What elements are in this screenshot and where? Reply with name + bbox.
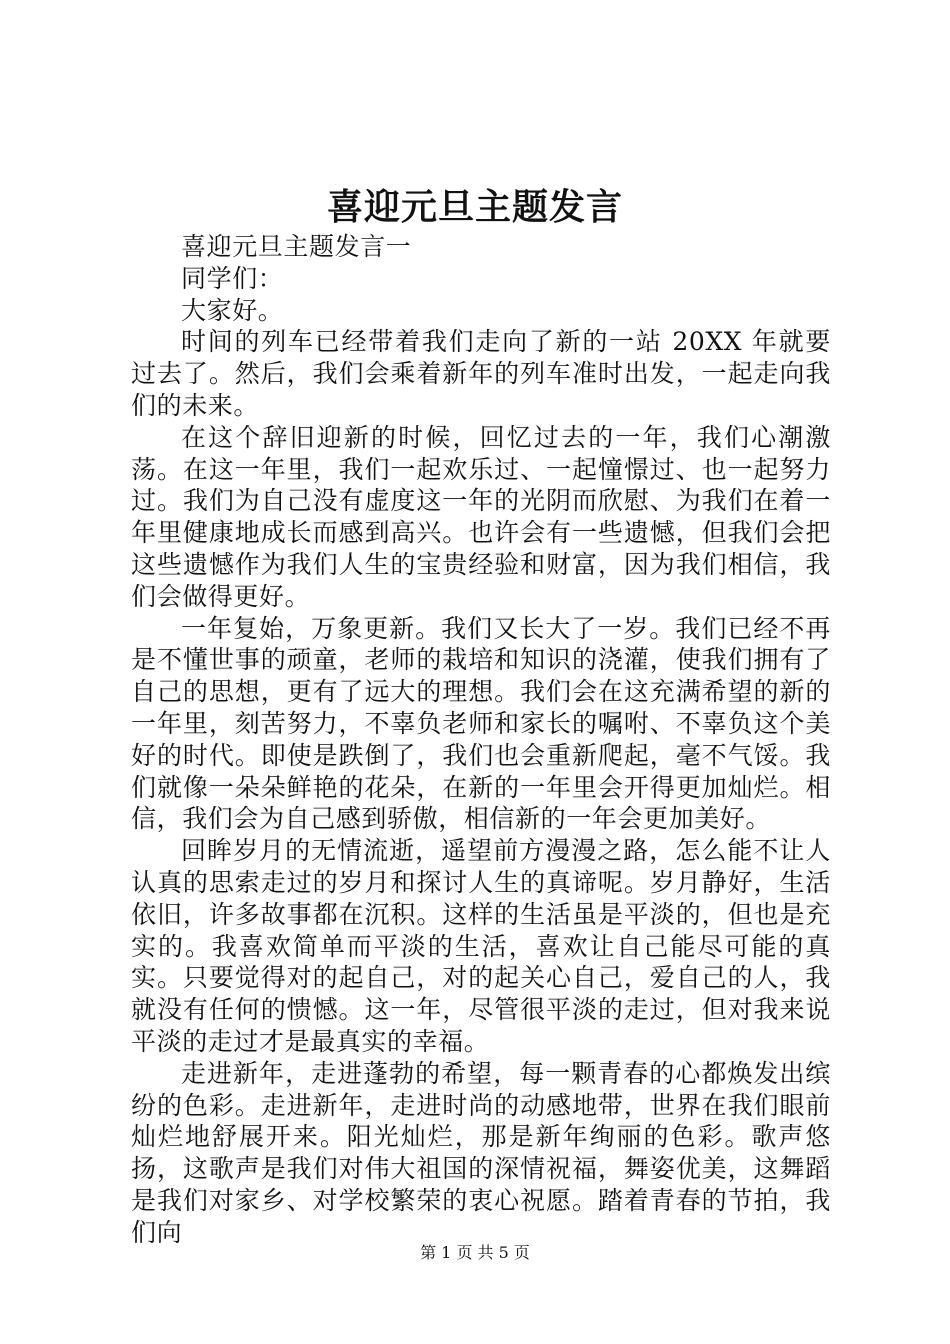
document-body [131,231,831,1249]
salutation: 同学们： [181,263,284,293]
page-footer: 第 1 页 共 5 页 [420,1243,530,1262]
paragraph: 在这个辞旧迎新的时候，回忆过去的一年，我们心潮激荡。在这一年里，我们一起欢乐过、一起憧憬过、也一起努力过。我们为自己没有虚度这一年的光阴而欣慰、为我们在着一年里健康地成长而感到高兴。也许会有一些遗憾，但我们会把这些遗憾作为我们人生的宝贵经验和财富，因为我们相信，我们会做得更好。 [131,422,831,611]
paragraph: 回眸岁月的无情流逝，遥望前方漫漫之路，怎么能不让人认真的思索走过的岁月和探讨人生的真谛呢。岁月静好，生活依旧，许多故事都在沉积。这样的生活虽是平淡的，但也是充实的。我喜欢简单而平淡的生活，喜欢让自己能尽可能的真实。只要觉得对的起自己，对的起关心自己，爱自己的人，我就没有任何的愦憾。这一年，尽管很平淡的走过，但对我来说平淡的走过才是最真实的幸福。 [131,836,831,1056]
section-heading: 喜迎元旦主题发言一 [181,232,412,261]
paragraph: 时间的列车已经带着我们走向了新的一站 20XX 年就要过去了。然后，我们会乘着新年的列车准时出发，一起走向我们的未来。 [131,327,831,420]
document-title: 喜迎元旦主题发言 [326,186,623,228]
paragraph: 一年复始，万象更新。我们又长大了一岁。我们已经不再是不懂世事的顽童，老师的栽培和知识的浇灌，使我们拥有了自己的思想，更有了远大的理想。我们会在这充满希望的新的一年里，刻苦努力，不辜负老师和家长的嘱咐、不辜负这个美好的时代。即使是跌倒了，我们也会重新爬起，毫不气馁。我们就像一朵朵鲜艳的花朵，在新的一年里会开得更加灿烂。相信，我们会为自己感到骄傲，相信新的一年会更加美好。 [131,613,831,834]
paragraph: 走进新年，走进蓬勃的希望，每一颗青春的心都焕发出缤纷的色彩。走进新年，走进时尚的动感地带，世界在我们眼前灿烂地舒展开来。阳光灿烂，那是新年绚丽的色彩。歌声悠扬，这歌声是我们对伟大祖国的深情祝福，舞姿优美，这舞蹈是我们对家乡、对学校繁荣的衷心祝愿。踏着青春的节拍，我们向 [131,1058,831,1247]
greeting: 大家好。 [181,295,284,325]
